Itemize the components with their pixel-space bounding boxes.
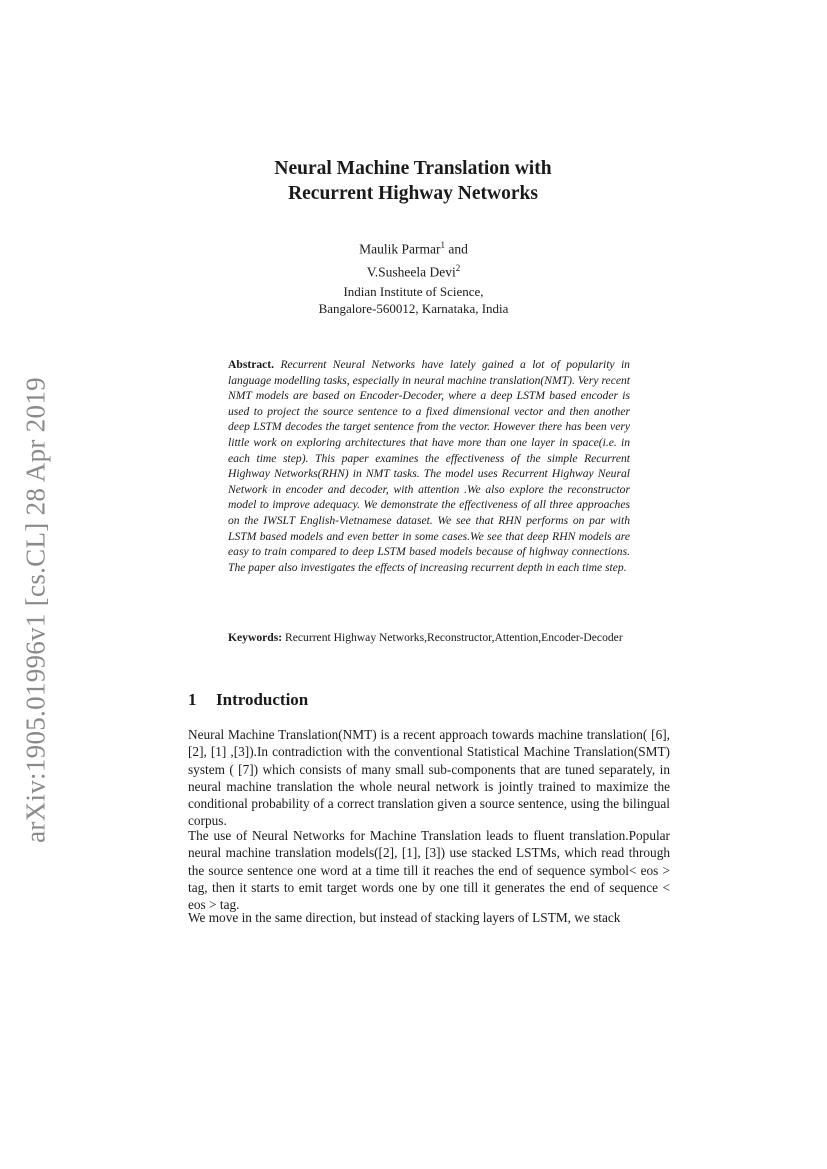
affiliation-line: Bangalore-560012, Karnataka, India — [318, 301, 509, 316]
keywords-label: Keywords: — [228, 631, 283, 644]
author-block — [0, 236, 827, 281]
intro-paragraph: The use of Neural Networks for Machine Translation leads to fluent translation.Popular neural machine translation models([2], [1], [3]) use stacked LSTMs, which read through the source sentence one word at a time till it reaches the end of sequence symbol< eos > tag, then it starts to emit target words one by one till it generates the end of sequence < eos > tag. — [188, 828, 670, 913]
paper-title: Neural Machine Translation with Recurrent Highway Networks — [274, 158, 552, 204]
section-title: Introduction — [216, 690, 309, 709]
author-name: V.Susheela Devi — [366, 264, 456, 279]
author-conjunction: and — [448, 241, 468, 257]
abstract — [228, 357, 630, 575]
affiliation-marker: 2 — [455, 262, 461, 273]
arxiv-identifier: arXiv:1905.01996v1 [cs.CL] 28 Apr 2019 — [20, 377, 51, 843]
arxiv-sidebar — [18, 365, 54, 855]
section-number: 1 — [188, 690, 197, 709]
affiliation-block — [0, 283, 827, 317]
abstract-text: Recurrent Neural Networks have lately gained a lot of popularity in language modelling tasks, especially in neural machine translation(NMT). Very recent NMT models are based on Encoder-Decoder, where a deep LSTM based encoder is used to project the source sentence to a fixed dimensional vector and then another deep LSTM decodes the target sentence from the vector. However there has been very little work on exploring architectures that have more than one layer in space(i.e. in each time step). This paper examines the effectiveness of the simple Recurrent Highway Networks(RHN) in NMT tasks. The model uses Recurrent Highway Neural Network in encoder and decoder, with attention .We also explore the reconstructor model to improve adequacy. We demonstrate the effectiveness of all three approaches on the IWSLT English-Vietnamese dataset. We see that RHN performs on par with LSTM based models and even better in some cases.We see that deep RHN models are easy to train compared to deep LSTM based models because of highway connections. The paper also investigates the effects of increasing recurrent depth in each time step. — [228, 358, 630, 574]
section-heading — [188, 690, 308, 710]
affiliation-marker: 1 — [440, 240, 445, 250]
keywords-text: Recurrent Highway Networks,Reconstructor,Attention,Encoder-Decoder — [285, 631, 623, 644]
intro-paragraph: Neural Machine Translation(NMT) is a recent approach towards machine translation( [6], [2], [1] ,[3]).In contradiction with the conventional Statistical Machine Translation(SMT) system ( [7]) which consists of many small sub-components that are tuned separately, in neural machine translation the whole neural network is jointly trained to maximize the conditional probability of a correct translation given a source sentence, using the bilingual corpus. — [188, 727, 670, 829]
author-name: Maulik Parmar — [359, 241, 441, 257]
abstract-label: Abstract. — [228, 358, 275, 371]
keywords — [228, 630, 658, 646]
affiliation-line: Indian Institute of Science, — [343, 284, 484, 299]
intro-paragraph: We move in the same direction, but instead of stacking layers of LSTM, we stack — [188, 910, 621, 925]
